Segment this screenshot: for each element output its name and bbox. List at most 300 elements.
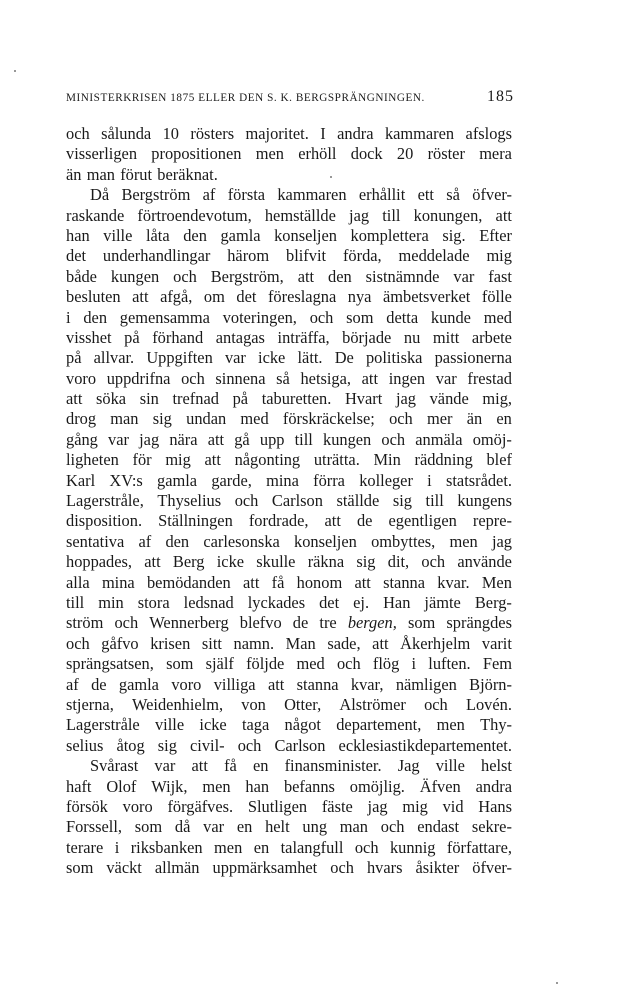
word: bergen, — [347, 613, 397, 633]
text-line — [66, 797, 512, 817]
word: nu — [403, 327, 421, 347]
word: blefvo — [239, 613, 282, 633]
word: af — [66, 674, 79, 694]
word: kvar, — [350, 674, 384, 694]
word: Berg — [172, 552, 205, 572]
word: ung — [302, 817, 328, 837]
text-line — [66, 838, 512, 858]
word: af — [202, 185, 216, 205]
word: ställde — [336, 491, 380, 511]
word: sålunda — [101, 124, 152, 143]
word: en — [236, 817, 253, 837]
word: och — [336, 654, 361, 674]
word: i — [411, 654, 417, 674]
word: både — [66, 266, 97, 286]
word: på — [66, 348, 82, 368]
word: allvar. — [93, 348, 135, 368]
word: Uppgiften — [146, 348, 213, 368]
word: sitt — [201, 633, 222, 653]
word: civil- — [190, 735, 225, 755]
word: kunnig — [389, 837, 436, 857]
word: och — [421, 552, 446, 572]
word: förtroendevotum, — [137, 205, 252, 225]
word: antagas — [215, 327, 265, 347]
word: Hvart — [344, 389, 383, 409]
word: andra — [337, 124, 374, 143]
word: att — [66, 389, 83, 409]
word: nya — [347, 287, 372, 307]
word: jag — [367, 796, 388, 816]
word: en — [253, 837, 270, 857]
word: dit, — [387, 552, 410, 572]
word: att — [297, 266, 315, 286]
word: XV:s — [109, 470, 143, 490]
word: man — [86, 164, 115, 184]
word: erhållit — [358, 185, 406, 205]
word: låta — [145, 225, 170, 245]
word: så — [276, 368, 290, 388]
word: att — [207, 429, 225, 449]
word: första — [227, 185, 266, 205]
word: om — [203, 287, 225, 307]
text-line — [66, 348, 512, 368]
word: att — [372, 633, 389, 653]
word: det — [66, 246, 87, 266]
word: ett — [417, 185, 434, 205]
word: allmän — [154, 858, 200, 878]
word: mig — [402, 796, 428, 816]
word: besluten — [66, 287, 121, 307]
word: mig, — [482, 389, 512, 409]
word: upp — [259, 429, 285, 449]
word: att — [495, 205, 512, 225]
word: stora — [137, 592, 170, 612]
word: att — [361, 368, 379, 388]
word: Då — [90, 185, 110, 205]
word: han — [66, 225, 90, 245]
word: förda, — [342, 246, 382, 266]
word: som — [346, 307, 374, 327]
word: omöjlig. — [349, 776, 405, 796]
word: finansminister. — [284, 756, 382, 776]
text-line — [66, 206, 512, 226]
word: nämligen — [395, 674, 457, 694]
text-line — [66, 573, 512, 593]
word: Ställningen — [158, 511, 233, 531]
word: och — [114, 613, 139, 633]
word: och — [66, 124, 90, 143]
word: att — [243, 572, 260, 592]
word: stanna — [296, 674, 339, 694]
word: blifvit — [286, 246, 327, 266]
word: till — [66, 592, 85, 612]
word: talangfull — [280, 837, 344, 857]
word: inträffa, — [277, 327, 330, 347]
word: och — [380, 817, 405, 837]
word: men — [202, 776, 231, 796]
word: stjerna, — [66, 694, 114, 714]
word: Min — [373, 450, 401, 470]
word: mitt — [432, 327, 460, 347]
text-line — [66, 165, 512, 185]
word: ville — [103, 225, 133, 245]
word: uträtta. — [313, 450, 360, 470]
word: en — [252, 756, 269, 776]
word: fordrade, — [248, 511, 309, 531]
word: Lagerstråle, — [66, 491, 144, 511]
word: beräknat. — [157, 164, 218, 184]
text-line — [66, 736, 512, 756]
word: Berg- — [474, 592, 512, 612]
word: flög — [372, 654, 400, 674]
word: villiga — [213, 674, 256, 694]
word: bemödanden — [146, 572, 231, 592]
word: De — [334, 348, 354, 368]
word: som — [134, 817, 163, 837]
word: repre- — [472, 511, 512, 531]
word: var — [108, 429, 129, 449]
word: och — [181, 368, 205, 388]
page-header — [66, 88, 514, 108]
word: mer — [426, 409, 453, 429]
word: att — [324, 511, 341, 531]
word: Men — [481, 572, 512, 592]
word: Björn- — [469, 674, 512, 694]
word: till — [425, 491, 444, 511]
word: de — [356, 511, 373, 531]
body-text — [66, 124, 512, 878]
word: de — [91, 674, 107, 694]
word: underhandlingar — [102, 246, 211, 266]
word: mig — [486, 246, 512, 266]
word: Bergström — [121, 185, 191, 205]
word: uppmärksamhet — [212, 858, 318, 878]
word: Lovén. — [465, 694, 512, 714]
word: förskräckelse; — [282, 409, 375, 429]
word: det — [319, 592, 340, 612]
word: sade, — [327, 633, 361, 653]
word: med — [296, 654, 325, 674]
word: ombyttes, — [371, 531, 436, 551]
word: krisen — [150, 633, 191, 653]
word: hemställde — [264, 205, 336, 225]
word: förra — [313, 470, 345, 490]
word: var — [435, 368, 457, 388]
word: konseljen — [274, 225, 337, 245]
word: var — [224, 348, 246, 368]
word: själf — [205, 654, 234, 674]
word: på — [124, 327, 140, 347]
word: voro — [171, 674, 202, 694]
word: och — [66, 633, 90, 653]
text-line — [66, 634, 512, 654]
word: och — [309, 307, 334, 327]
word: sig — [152, 409, 172, 429]
word: ledsnad — [183, 592, 234, 612]
word: Fem — [482, 654, 512, 674]
word: erhöll — [298, 144, 337, 164]
word: och — [330, 858, 354, 878]
word: befanns — [283, 776, 335, 796]
word: stanna — [383, 572, 425, 592]
word: men — [449, 531, 478, 551]
word: använde — [457, 552, 512, 572]
word: jag — [139, 429, 160, 449]
word: Lagerstråle — [66, 715, 140, 735]
word: raskande — [66, 205, 125, 225]
word: röster — [427, 144, 465, 164]
word: var — [154, 756, 176, 776]
word: jämte — [424, 592, 461, 612]
word: följde — [246, 654, 285, 674]
word: Carlson — [274, 735, 326, 755]
word: taga — [241, 715, 270, 735]
text-line — [66, 491, 512, 511]
word: åsikter — [415, 858, 460, 878]
word: den — [165, 531, 190, 551]
text-line — [66, 777, 512, 797]
page-number: 185 — [487, 88, 514, 105]
word: luften. — [428, 654, 471, 674]
word: den — [183, 225, 207, 245]
word: förgäfves. — [167, 796, 234, 816]
word: helt — [265, 817, 290, 837]
word: få — [224, 756, 237, 776]
word: kungens — [457, 491, 512, 511]
word: Carlson — [271, 491, 323, 511]
word: att — [267, 674, 285, 694]
word: konungen, — [413, 205, 483, 225]
word: förhand — [152, 327, 204, 347]
word: som — [166, 654, 194, 674]
word: ecklesiastikdepartementet. — [338, 735, 512, 755]
paper-speck — [556, 982, 558, 984]
word: namn. — [233, 633, 275, 653]
word: propositionen — [151, 144, 242, 164]
word: att — [354, 572, 371, 592]
word: fast — [488, 266, 512, 286]
word: någonting — [234, 450, 301, 470]
word: riksbanken — [130, 837, 203, 857]
word: rösters — [190, 124, 235, 143]
word: det — [236, 287, 257, 307]
word: att — [144, 552, 161, 572]
word: tre — [319, 613, 337, 633]
word: man — [339, 817, 369, 837]
word: då — [174, 817, 191, 837]
word: voteringen, — [222, 307, 297, 327]
text-line — [66, 246, 512, 266]
word: i — [427, 470, 432, 490]
word: med — [483, 307, 512, 327]
word: författare, — [446, 837, 512, 857]
word: förut — [120, 164, 153, 184]
word: sinnena — [215, 368, 266, 388]
word: icke — [216, 552, 245, 572]
word: öfver- — [472, 185, 512, 205]
text-line — [66, 817, 512, 837]
word: gamla — [157, 470, 198, 490]
word: 20 — [396, 144, 414, 164]
word: endast — [417, 817, 460, 837]
word: passionerna — [434, 348, 512, 368]
word: jag — [491, 531, 512, 551]
word: uppdrifna — [106, 368, 171, 388]
word: Åkerhjelm — [400, 633, 471, 653]
word: sig — [392, 491, 412, 511]
word: detta — [386, 307, 419, 327]
word: haft — [66, 776, 92, 796]
word: gamla — [118, 674, 159, 694]
word: gång — [66, 429, 98, 449]
word: den — [83, 307, 108, 327]
word: och — [389, 409, 413, 429]
word: och — [237, 735, 262, 755]
word: ej. — [353, 592, 370, 612]
word: Karl — [66, 470, 96, 490]
word: ingen — [388, 368, 426, 388]
word: Otter, — [284, 694, 322, 714]
word: att — [204, 450, 221, 470]
word: än — [466, 409, 483, 429]
word: afgå, — [160, 287, 193, 307]
word: dock — [350, 144, 383, 164]
word: åtog — [116, 735, 145, 755]
text-line — [66, 654, 512, 674]
word: och — [354, 837, 379, 857]
word: och — [173, 266, 197, 286]
word: trefnad — [172, 389, 219, 409]
running-head: MINISTERKRISEN 1875 ELLER DEN S. K. BERGSPRÄNGNINGEN. — [66, 92, 425, 104]
word: honom — [296, 572, 343, 592]
word: öfver- — [472, 858, 512, 878]
word: blef — [486, 450, 512, 470]
word: skulle — [256, 552, 296, 572]
word: icke — [258, 348, 286, 368]
word: departement, — [336, 715, 422, 735]
word: sprängdes — [446, 613, 512, 633]
text-line — [66, 450, 512, 470]
word: få — [271, 572, 285, 592]
text-line — [66, 715, 512, 735]
word: statsrådet. — [445, 470, 512, 490]
word: och — [424, 694, 448, 714]
word: lyckades — [247, 592, 306, 612]
text-line — [66, 552, 512, 572]
word: hoppades, — [66, 552, 133, 572]
word: Bergström, — [210, 266, 284, 286]
word: arbete — [471, 327, 512, 347]
word: Han — [383, 592, 411, 612]
word: ligheten — [66, 450, 119, 470]
word: voro — [122, 796, 153, 816]
paper-speck — [14, 70, 16, 72]
word: kvar. — [437, 572, 470, 592]
word: Weidenhielm, — [132, 694, 224, 714]
word: var — [203, 817, 225, 837]
text-line — [66, 369, 512, 389]
word: gå — [234, 429, 250, 449]
word: Thy- — [480, 715, 512, 735]
word: von — [241, 694, 266, 714]
text-line — [66, 389, 512, 409]
word: visserligen — [66, 144, 138, 164]
word: mera — [479, 144, 512, 164]
word: undan — [186, 409, 227, 429]
word: frestad — [467, 368, 512, 388]
word: och — [381, 429, 406, 449]
word: räkna — [307, 552, 345, 572]
word: af — [138, 531, 152, 551]
word: sistnämnde — [365, 266, 440, 286]
word: Hans — [478, 796, 512, 816]
text-line — [66, 430, 512, 450]
word: vid — [442, 796, 464, 816]
word: Jag — [397, 756, 420, 776]
text-line — [66, 471, 512, 491]
word: kammaren — [384, 124, 455, 143]
word: för — [132, 450, 152, 470]
text-line — [66, 532, 512, 552]
word: mig — [165, 450, 191, 470]
word: den — [328, 266, 352, 286]
word: gåfvo — [101, 633, 139, 653]
text-line — [66, 511, 512, 531]
word: komplettera — [350, 225, 429, 245]
word: carlesonska — [203, 531, 280, 551]
paper-speck — [330, 176, 332, 178]
word: ämbetsverket — [382, 287, 471, 307]
word: gamla — [220, 225, 261, 245]
word: meddelade — [398, 246, 470, 266]
word: så — [446, 185, 460, 205]
word: nära — [169, 429, 198, 449]
word: sig. — [442, 225, 466, 245]
text-line — [66, 287, 512, 307]
word: fäste — [321, 796, 353, 816]
word: kungen — [323, 429, 372, 449]
word: ville — [435, 756, 465, 776]
word: sprängsatsen, — [66, 654, 154, 674]
word: afslogs — [465, 124, 512, 143]
word: i — [66, 307, 71, 327]
word: selius — [66, 735, 104, 755]
word: de — [292, 613, 309, 633]
word: räddning — [414, 450, 473, 470]
word: Thyselius — [157, 491, 222, 511]
word: kammaren — [277, 185, 347, 205]
word: I — [320, 124, 326, 143]
word: lätt. — [297, 348, 323, 368]
word: Olof — [106, 776, 137, 796]
text-line — [66, 593, 512, 613]
word: sig — [157, 735, 177, 755]
word: taburetten. — [261, 389, 332, 409]
word: något — [284, 715, 321, 735]
word: hvars — [366, 858, 403, 878]
word: garde, — [211, 470, 252, 490]
word: majoritet. — [245, 124, 309, 143]
word: min — [98, 592, 124, 612]
word: mina — [101, 572, 135, 592]
text-line — [66, 185, 512, 205]
word: jag — [395, 389, 416, 409]
word: voro — [66, 368, 97, 388]
text-line — [66, 695, 512, 715]
word: sig — [356, 552, 376, 572]
word: visshet — [66, 327, 112, 347]
word: Efter — [479, 225, 512, 245]
